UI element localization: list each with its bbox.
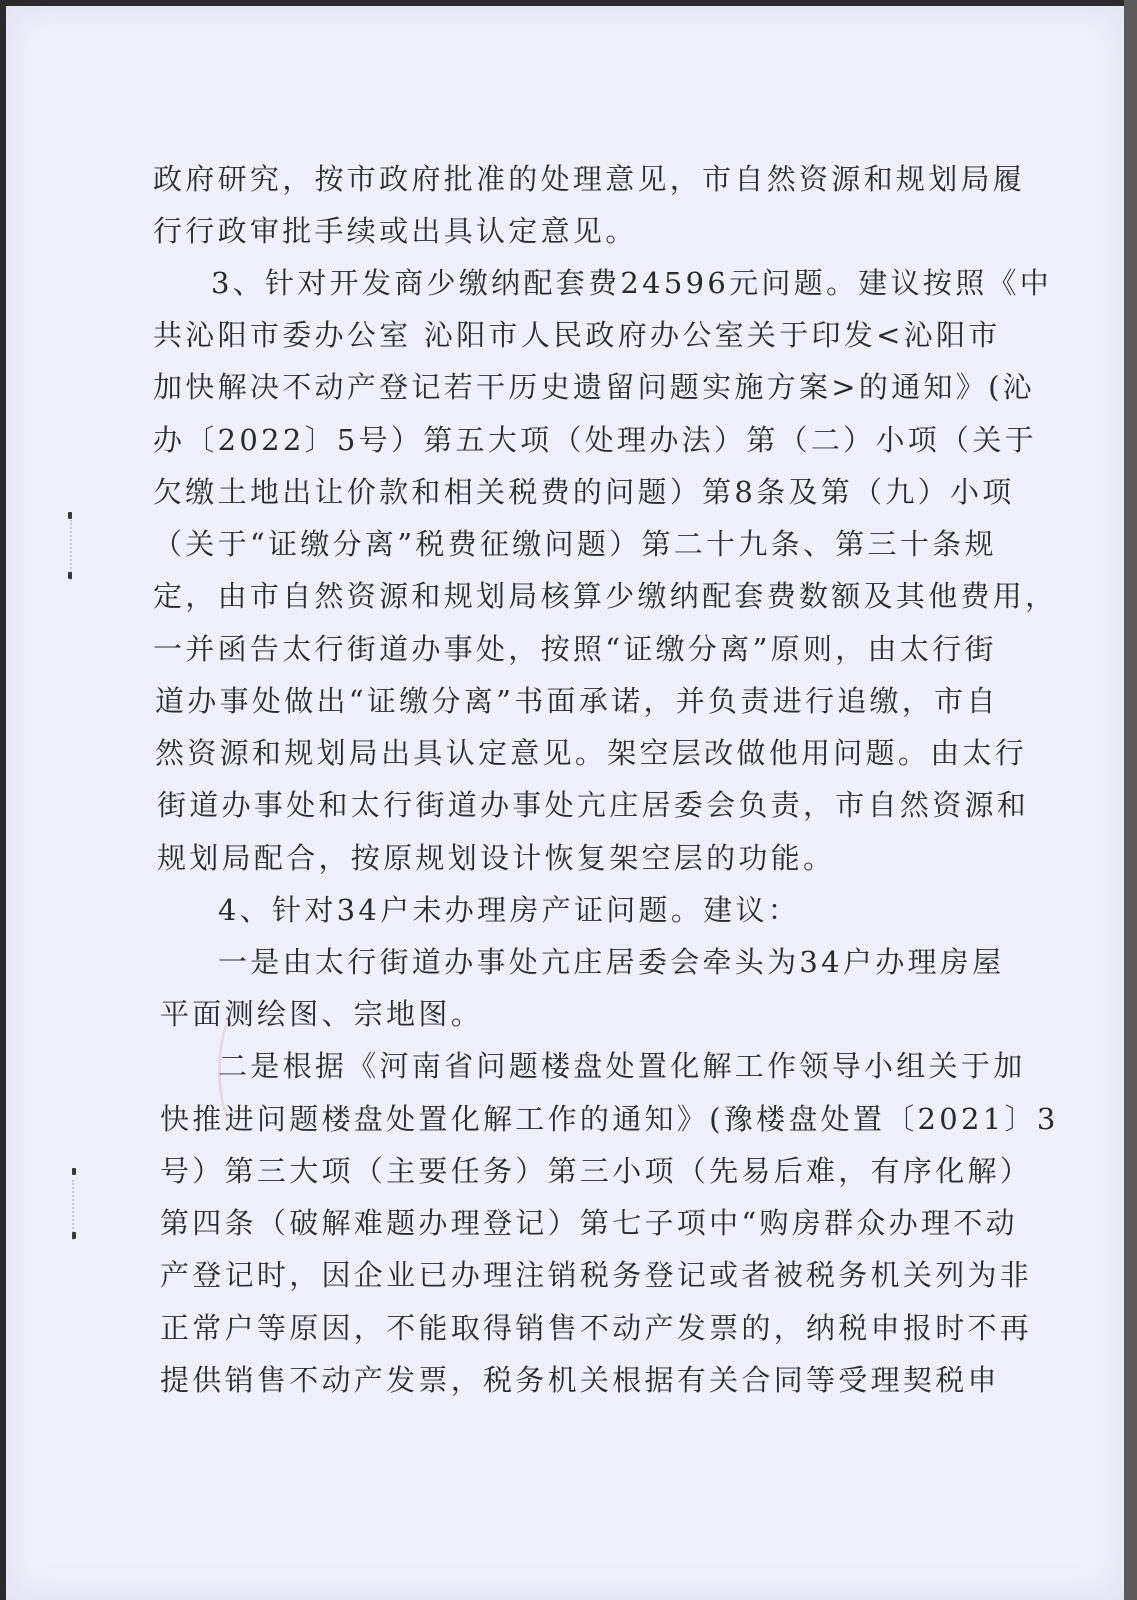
text-line: 正常户等原因，不能取得销售不动产发票的，纳税申报时不再 bbox=[160, 1311, 1033, 1345]
binding-hole bbox=[72, 1168, 76, 1175]
text-line: 道办事处做出“证缴分离”书面承诺，并负责进行追缴，市自 bbox=[155, 684, 999, 718]
text-line: 号）第三大项（主要任务）第三小项（先易后难，有序化解） bbox=[160, 1154, 1033, 1188]
text-line: 一并函告太行街道办事处，按照“证缴分离”原则，由太行街 bbox=[153, 632, 997, 666]
text-line: 第四条（破解难题办理登记）第七子项中“购房群众办理不动 bbox=[160, 1206, 1018, 1240]
text-line: （关于“证缴分离”税费征缴问题）第二十九条、第三十条规 bbox=[153, 527, 997, 561]
text-line: 共沁阳市委办公室 沁阳市人民政府办公室关于印发<沁阳市 bbox=[153, 318, 1001, 352]
binding-hole bbox=[72, 1232, 76, 1239]
text-line: 然资源和规划局出具认定意见。架空层改做他用问题。由太行 bbox=[155, 736, 1028, 770]
text-line: 3、针对开发商少缴纳配套费24596元问题。建议按照《中 bbox=[211, 266, 1053, 300]
scan-edge bbox=[1124, 0, 1137, 1600]
text-line: 提供销售不动产发票，税务机关根据有关合同等受理契税申 bbox=[160, 1363, 1000, 1397]
text-line: 4、针对34户未办理房产证问题。建议： bbox=[218, 893, 801, 927]
text-line: 办〔2022〕5号）第五大项（处理办法）第（二）小项（关于 bbox=[153, 423, 1037, 457]
text-line: 一是由太行街道办事处亢庄居委会牵头为34户办理房屋 bbox=[218, 945, 1005, 979]
binding-hole bbox=[68, 512, 72, 519]
text-line: 快推进问题楼盘处置化解工作的通知》(豫楼盘处置〔2021〕3 bbox=[160, 1102, 1059, 1136]
text-line: 政府研究，按市政府批准的处理意见，市自然资源和规划局履 bbox=[153, 162, 1026, 196]
text-line: 二是根据《河南省问题楼盘处置化解工作领导小组关于加 bbox=[218, 1049, 1026, 1083]
text-line: 规划局配合，按原规划设计恢复架空层的功能。 bbox=[157, 841, 836, 875]
binding-hole bbox=[68, 572, 72, 579]
scan-mark bbox=[72, 1180, 75, 1240]
text-line: 加快解决不动产登记若干历史遗留问题实施方案>的通知》(沁 bbox=[153, 370, 1036, 404]
text-line: 产登记时，因企业已办理注销税务登记或者被税务机关列为非 bbox=[160, 1258, 1033, 1292]
text-line: 街道办事处和太行街道办事处亢庄居委会负责，市自然资源和 bbox=[157, 788, 1030, 822]
text-line: 欠缴土地出让价款和相关税费的问题）第8条及第（九）小项 bbox=[153, 475, 1015, 509]
scan-mark bbox=[70, 520, 73, 580]
text-line: 行行政审批手续或出具认定意见。 bbox=[153, 214, 638, 248]
text-line: 平面测绘图、宗地图。 bbox=[160, 997, 484, 1031]
text-line: 定，由市自然资源和规划局核算少缴纳配套费数额及其他费用， bbox=[153, 579, 1058, 613]
